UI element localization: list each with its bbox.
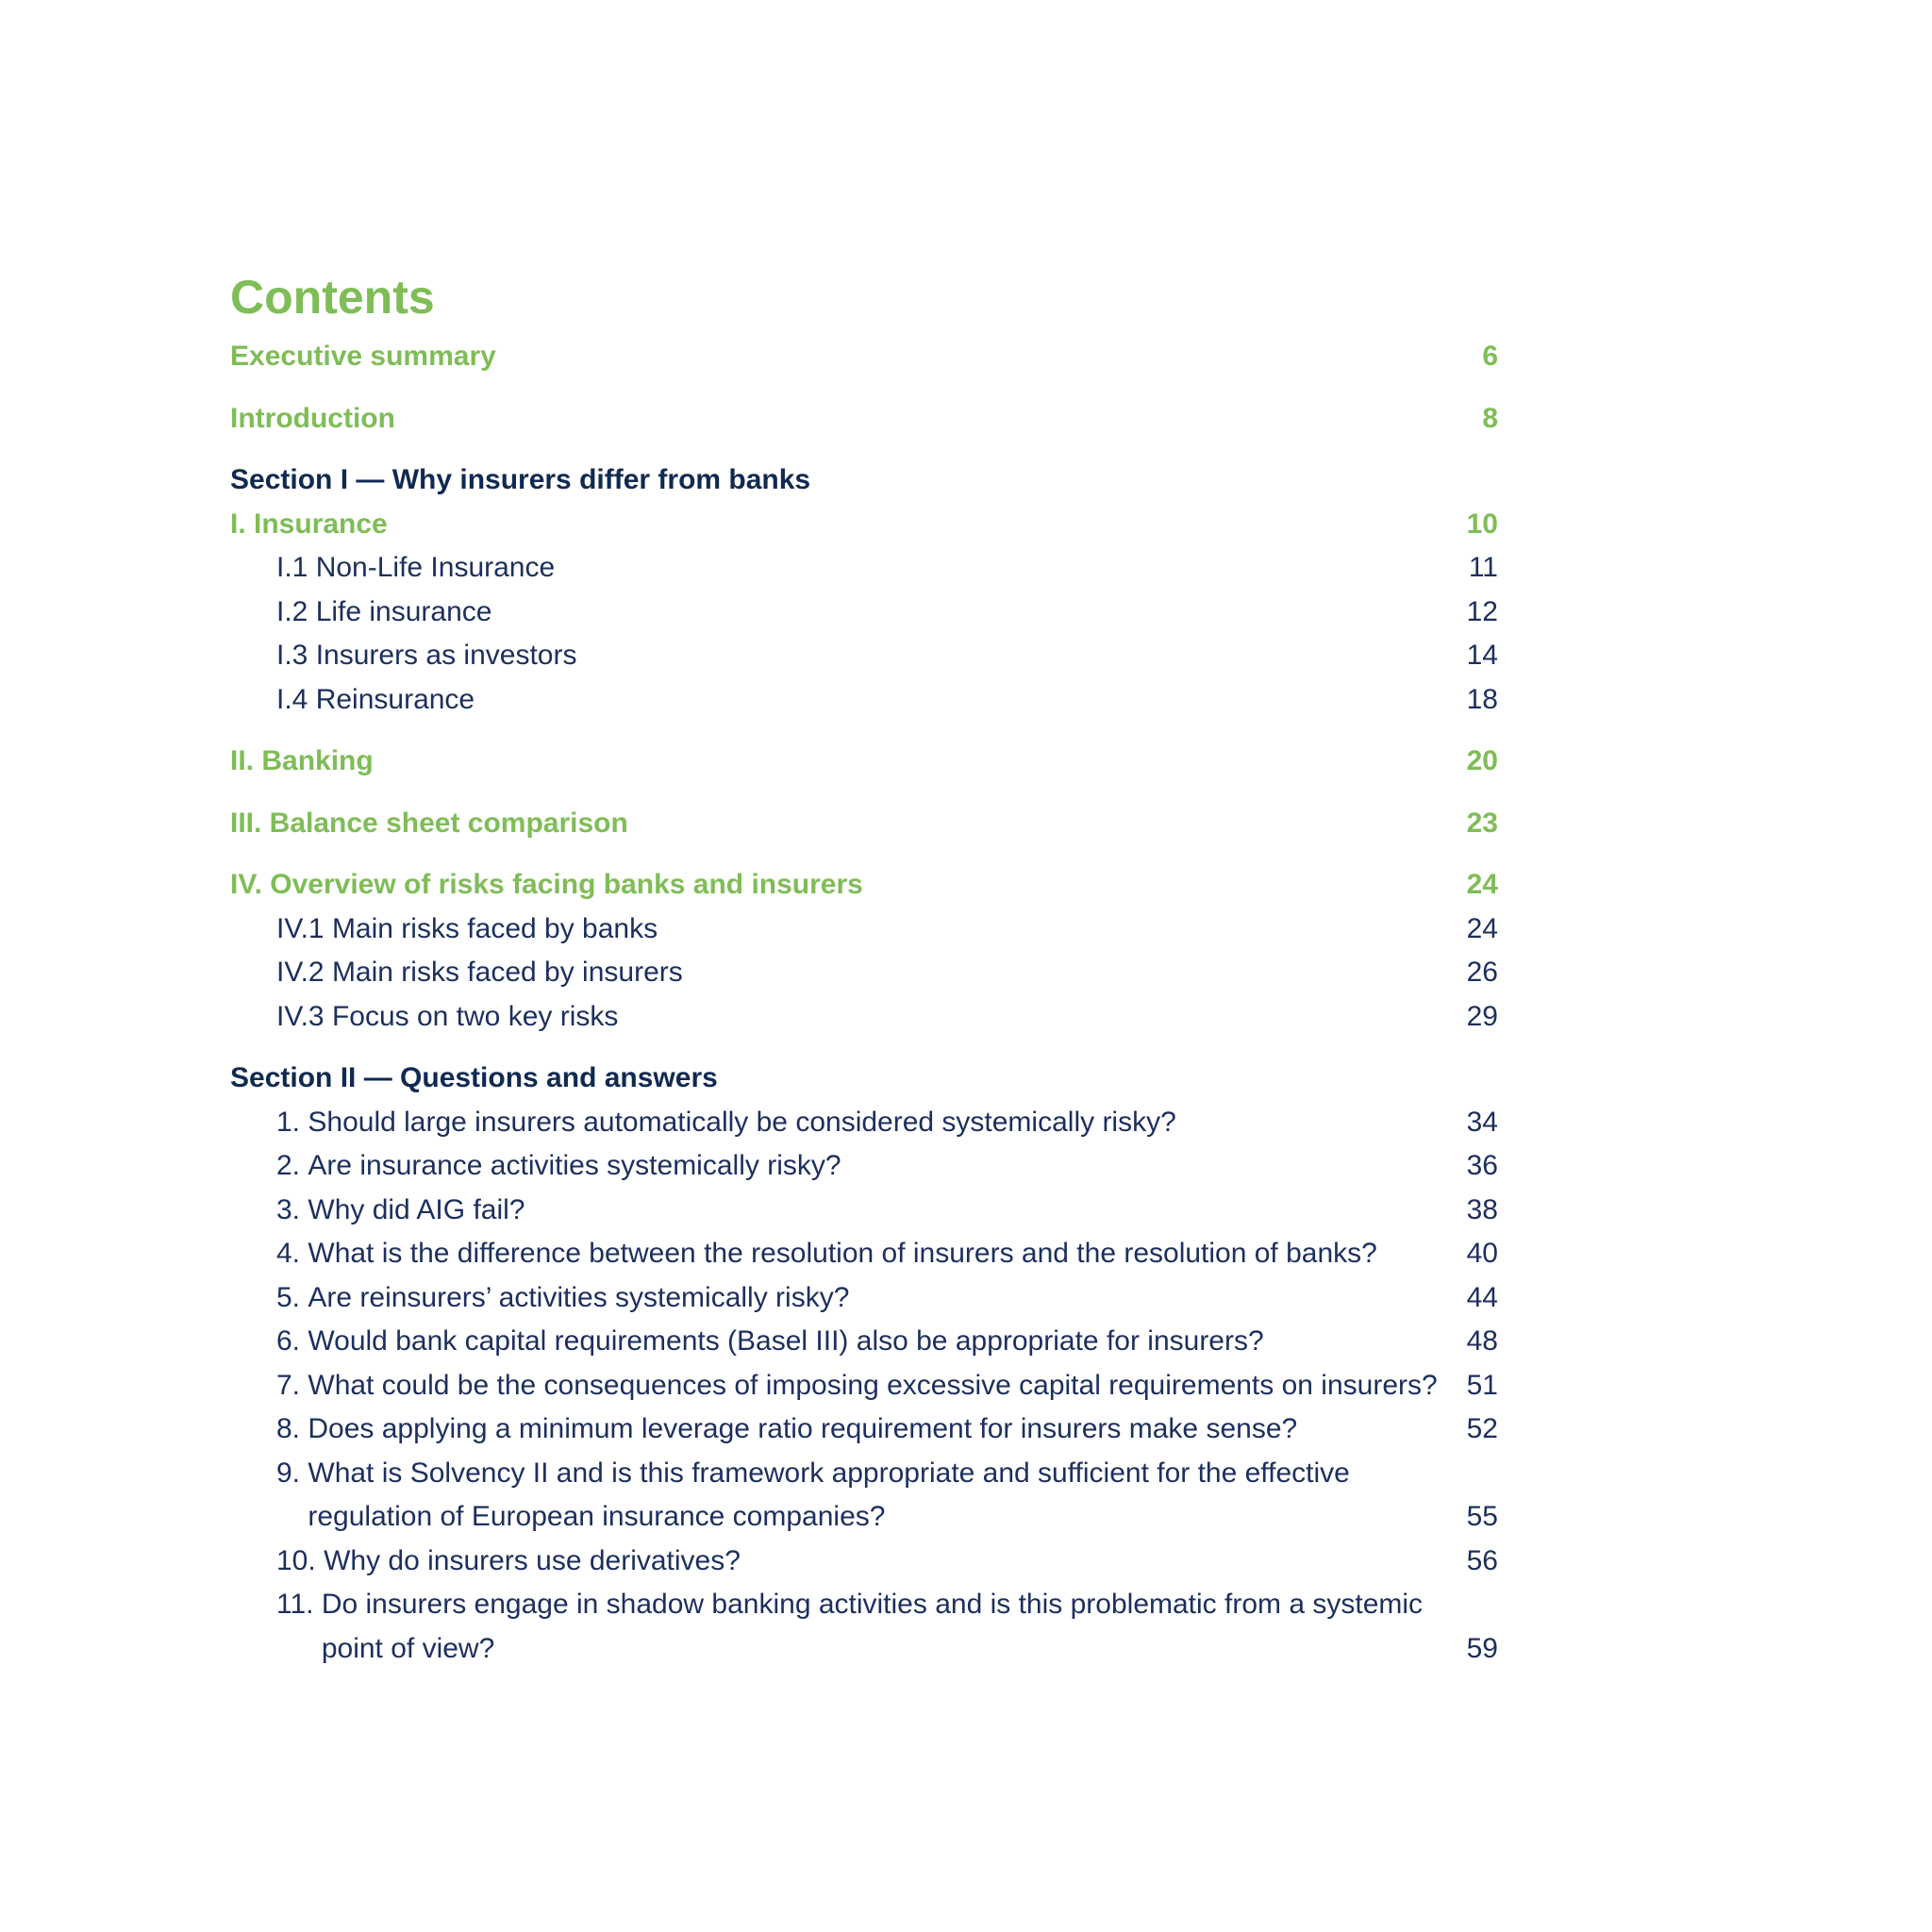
toc-entry-balance-sheet[interactable] bbox=[230, 802, 1498, 846]
toc-page-number: 56 bbox=[1466, 1544, 1498, 1576]
toc-entry-label: IV.3 Focus on two key risks bbox=[276, 1000, 619, 1032]
question-number: 7. bbox=[276, 1369, 301, 1401]
toc-entry-banking[interactable] bbox=[230, 740, 1498, 784]
question-entry[interactable] bbox=[230, 1144, 1498, 1189]
toc-page-number: 55 bbox=[1466, 1501, 1498, 1532]
toc-page-number: 38 bbox=[1466, 1193, 1498, 1225]
toc-entry-executive-summary[interactable] bbox=[230, 335, 1498, 379]
table-of-contents bbox=[230, 269, 1498, 1671]
question-entry[interactable] bbox=[230, 1364, 1498, 1408]
question-text-line: Do insurers engage in shadow banking activities and is this problematic from a systemic bbox=[321, 1589, 1424, 1620]
toc-entry-risks[interactable] bbox=[230, 863, 1498, 908]
toc-page-number: 14 bbox=[1466, 640, 1498, 671]
question-body bbox=[276, 1583, 1423, 1671]
question-entry[interactable] bbox=[230, 1540, 1498, 1584]
section-heading-label: Section II — Questions and answers bbox=[230, 1062, 718, 1093]
question-number: 1. bbox=[276, 1106, 301, 1138]
question-body bbox=[276, 1407, 1297, 1452]
question-text: Are insurance activities systemically risky? bbox=[308, 1150, 841, 1181]
toc-entry-label: I. Insurance bbox=[230, 508, 388, 540]
toc-entry-label: III. Balance sheet comparison bbox=[230, 807, 628, 839]
question-body bbox=[276, 1101, 1176, 1145]
question-text: Would bank capital requirements (Basel III) also be appropriate for insurers? bbox=[308, 1325, 1264, 1357]
question-text-line: regulation of European insurance companies? bbox=[308, 1501, 886, 1532]
toc-page-number: 11 bbox=[1468, 552, 1498, 583]
question-body bbox=[276, 1232, 1377, 1276]
question-text: What is the difference between the resolution of insurers and the resolution of banks? bbox=[308, 1238, 1377, 1269]
question-body bbox=[276, 1364, 1438, 1408]
question-body bbox=[276, 1276, 849, 1321]
toc-page-number: 24 bbox=[1466, 869, 1498, 900]
question-number: 4. bbox=[276, 1238, 301, 1269]
question-text-line: What is Solvency II and is this framework appropriate and sufficient for the effective bbox=[308, 1457, 1350, 1489]
question-text: What could be the consequences of imposing excessive capital requirements on insurers? bbox=[308, 1369, 1438, 1401]
question-text-line: point of view? bbox=[321, 1632, 495, 1664]
toc-page-number: 26 bbox=[1466, 957, 1498, 988]
question-number: 9. bbox=[276, 1457, 301, 1489]
toc-entry-label: IV.2 Main risks faced by insurers bbox=[276, 957, 683, 988]
toc-page-number: 51 bbox=[1466, 1369, 1498, 1401]
question-entry[interactable] bbox=[230, 1452, 1498, 1540]
toc-subentry[interactable] bbox=[230, 951, 1498, 995]
question-text bbox=[322, 1583, 1423, 1671]
question-entry[interactable] bbox=[230, 1101, 1498, 1145]
question-body bbox=[276, 1452, 1350, 1540]
toc-page-number: 8 bbox=[1482, 402, 1498, 434]
question-number: 10. bbox=[276, 1544, 316, 1576]
toc-page-number: 29 bbox=[1466, 1000, 1498, 1032]
toc-page-number: 23 bbox=[1466, 807, 1498, 839]
toc-page-number: 20 bbox=[1466, 745, 1498, 776]
question-text: Why did AIG fail? bbox=[308, 1193, 525, 1225]
question-text: Why do insurers use derivatives? bbox=[324, 1544, 741, 1576]
toc-entry-label: IV. Overview of risks facing banks and insurers bbox=[230, 869, 863, 900]
question-number: 5. bbox=[276, 1281, 301, 1313]
toc-entry-insurance[interactable] bbox=[230, 503, 1498, 547]
toc-page-number: 6 bbox=[1482, 341, 1498, 372]
toc-page-number: 12 bbox=[1466, 595, 1498, 627]
question-body bbox=[276, 1320, 1264, 1364]
toc-page-number: 36 bbox=[1466, 1150, 1498, 1181]
toc-entry-introduction[interactable] bbox=[230, 397, 1498, 441]
toc-page-number: 34 bbox=[1466, 1106, 1498, 1138]
section-heading-label: Section I — Why insurers differ from banks bbox=[230, 464, 811, 495]
question-entry[interactable] bbox=[230, 1320, 1498, 1364]
question-text: Should large insurers automatically be considered systemically risky? bbox=[308, 1106, 1176, 1138]
toc-entry-label: Executive summary bbox=[230, 341, 496, 372]
toc-entry-label: I.3 Insurers as investors bbox=[276, 640, 577, 671]
toc-page-number: 59 bbox=[1466, 1632, 1498, 1664]
question-entry[interactable] bbox=[230, 1276, 1498, 1321]
page-title: Contents bbox=[230, 271, 435, 324]
question-number: 11. bbox=[276, 1589, 314, 1620]
toc-subentry[interactable] bbox=[230, 591, 1498, 635]
toc-subentry[interactable] bbox=[230, 546, 1498, 591]
toc-entry-label: I.4 Reinsurance bbox=[276, 683, 475, 715]
section-heading-2 bbox=[230, 1057, 1498, 1101]
toc-subentry[interactable] bbox=[230, 634, 1498, 678]
toc-entry-label: I.1 Non-Life Insurance bbox=[276, 552, 556, 583]
toc-subentry[interactable] bbox=[230, 995, 1498, 1040]
question-body bbox=[276, 1189, 525, 1233]
toc-page-number: 44 bbox=[1466, 1281, 1498, 1313]
question-number: 8. bbox=[276, 1413, 301, 1444]
toc-entry-label: I.2 Life insurance bbox=[276, 595, 492, 627]
question-number: 2. bbox=[276, 1150, 301, 1181]
toc-subentry[interactable] bbox=[230, 908, 1498, 952]
toc-page-number: 52 bbox=[1466, 1413, 1498, 1444]
question-number: 6. bbox=[276, 1325, 301, 1357]
question-body bbox=[276, 1144, 841, 1189]
question-entry[interactable] bbox=[230, 1407, 1498, 1452]
toc-entry-label: II. Banking bbox=[230, 745, 374, 776]
question-number: 3. bbox=[276, 1193, 301, 1225]
toc-page-number: 10 bbox=[1466, 508, 1498, 540]
question-entry[interactable] bbox=[230, 1232, 1498, 1276]
toc-subentry[interactable] bbox=[230, 678, 1498, 723]
section-heading-1 bbox=[230, 458, 1498, 503]
toc-entry-label: IV.1 Main risks faced by banks bbox=[276, 912, 658, 944]
toc-page-number: 40 bbox=[1466, 1238, 1498, 1269]
question-entry[interactable] bbox=[230, 1189, 1498, 1233]
question-body bbox=[276, 1540, 741, 1584]
question-entry[interactable] bbox=[230, 1583, 1498, 1671]
question-text: Does applying a minimum leverage ratio requirement for insurers make sense? bbox=[308, 1413, 1298, 1444]
toc-entry-label: Introduction bbox=[230, 402, 395, 434]
question-text bbox=[308, 1452, 1349, 1540]
toc-page-number: 18 bbox=[1466, 683, 1498, 715]
toc-page-number: 48 bbox=[1466, 1325, 1498, 1357]
toc-page-number: 24 bbox=[1466, 912, 1498, 944]
question-text: Are reinsurers’ activities systemically risky? bbox=[308, 1281, 850, 1313]
